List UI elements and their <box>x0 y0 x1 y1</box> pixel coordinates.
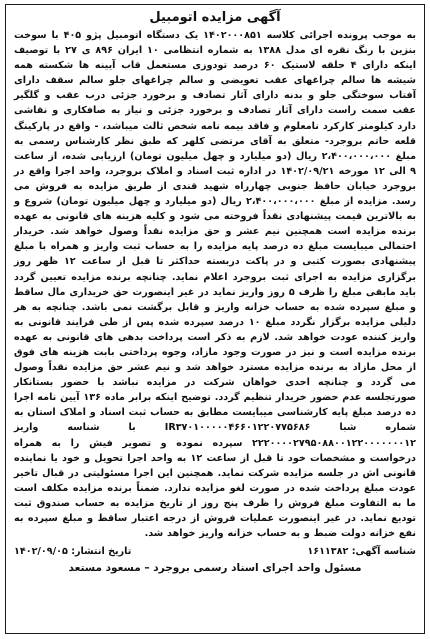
auction-notice <box>5 4 425 634</box>
notice-id: شناسه آگهی: ۱۶۱۱۳۸۲ <box>307 546 416 558</box>
footer-meta-row <box>14 544 416 559</box>
notice-footer <box>14 544 416 576</box>
signature-line: مسئول واحد اجرای اسناد رسمی بروجرد – مسعود مستعد <box>68 562 362 575</box>
publish-date: تاریخ انتشار: ۱۴۰۲/۰۹/۰۵ <box>14 546 132 558</box>
notice-title: آگهی مزایده اتومبیل <box>149 10 281 25</box>
notice-body: به موجب پرونده اجرائی کلاسه ۱۴۰۲۰۰۰۸۵۱ یک دستگاه اتومبیل پژو ۴۰۵ با سوخت بنزین با رنگ نقره ای مدل ۱۳۸۸ به شماره انتظامی ۱۰ ایران ۸۹۶ ی ۲۷ با توصیف اینکه دارای ۴ حلقه لاستیک ۶۰ درصد تودوزی مستعمل قاب آیینه ها شکسته همه شیشه ها سالم چراغهای عقب تعویضی و سالم چراغهای جلو سالم سقف دارای آفتاب سوختگی جلو و بدنه دارای آثار تصادف و برخورد جزئی درب عقب و گلگیر عقب سمت راست دارای آثار تصادف و برخورد جزئی و نیاز به صافکاری و نقاشی دارد کیلومتر کارکرد نامعلوم و فاقد بیمه نامه شخص ثالث میباشد، - واقع در پارکینگ قلعه حاتم بروجرد- متعلق به آقای مرتضی کلهر که طبق نظر کارشناس رسمی به مبلغ ۲،۴۰۰،۰۰۰،۰۰۰ ریال (دو میلیارد و چهل میلیون تومان) ارزیابی شده، از ساعت ۹ الی ۱۲ مورخه ۱۴۰۲/۰۹/۲۱ در اداره ثبت اسناد و املاک بروجرد، واحد اجرا واقع در بروجرد خیابان حافظ جنوبی چهارراه شهید قندی از طریق مزایده به فروش می رسد. مزایده از مبلغ ۲،۴۰۰،۰۰۰،۰۰۰ ریال (دو میلیارد و چهل میلیون تومان) شروع و به بالاترین قیمت پیشنهادی نقداً فروخته می شود و کلیه هزینه های قانونی به عهده برنده مزایده است همچنین نیم عشر و حق مزایده نقداً وصول خواهد شد. خریدار احتمالی میبایست مبلغ ده درصد پایه مزایده را به حساب ثبت واریز و همراه با مبلغ پیشنهادی بصورت کتبی و در پاکت دربسته حداکثر تا قبل از ساعت ۱۲ ظهر روز برگزاری مزایده به اجرای ثبت بروجرد اعلام نماید. چنانچه برنده مزایده تعیین گردد باید مابقی مبلغ را ظرف ۵ روز واریز نماید در غیر اینصورت حق خریداری مال ساقط و مبلغ سپرده شده به حساب خزانه واریز و قابل برگشت نمی باشد. چنانچه به هر دلیلی مزایده برگزار نگردد مبلغ ۱۰ درصد سپرده شده پس از طی فرایند قانونی به واریز کننده عودت خواهد شد. لازم به ذکر است پرداخت بدهی های قانونی به عهده برنده مزایده است و نیز در صورت وجود مازاد، وجوه پرداختی بابت هزینه های فوق از محل مازاد به برنده مزایده مسترد خواهد شد و نیم عشر حق مزایده نقداً وصول می گردد و چنانچه احدی خواهان شرکت در مزایده نباشد با حضور بستانکار صورتجلسه عدم حضور خریدار تنظیم گردد. توضیح اینکه برابر ماده ۱۳۶ آیین نامه اجرا ده درصد مبلغ پایه کارشناسی میبایست مطابق به حساب ثبت اسناد و املاک استان به شماره شبا IR۳۷۰۱۰۰۰۰۰۴۶۶۰۱۲۲۰۷۷۵۶۸۶ با شناسه واریز ۲۲۲۰۰۰۰۲۷۹۵۰۸۸۰۰۱۲۲۰۰۰۰۰۰۰۱۲ سپرده نموده و تصویر فیش را به همراه درخواست و مشخصات خود تا قبل از ساعت ۱۲ به واحد اجرا تحویل و خود یا نماینده قانونی اش در جلسه مزایده شرکت نماید. همچنین این اجرا مسئولیتی در قبال تاخیر عودت مبلغ پرداخت شده در صورت لغو مزایده ندارد. ضمناً برنده مزایده مکلف است ما به التفاوت مبلغ فروش را ظرف پنج روز از تاریخ مزایده به حساب صندوق ثبت تودیع نماید. در غیر اینصورت عملیات فروش از درجه اعتبار ساقط و مبلغ سپرده به نفع خزانه دولت ضبط و به حساب خزانه واریز خواهد شد. <box>14 30 417 540</box>
